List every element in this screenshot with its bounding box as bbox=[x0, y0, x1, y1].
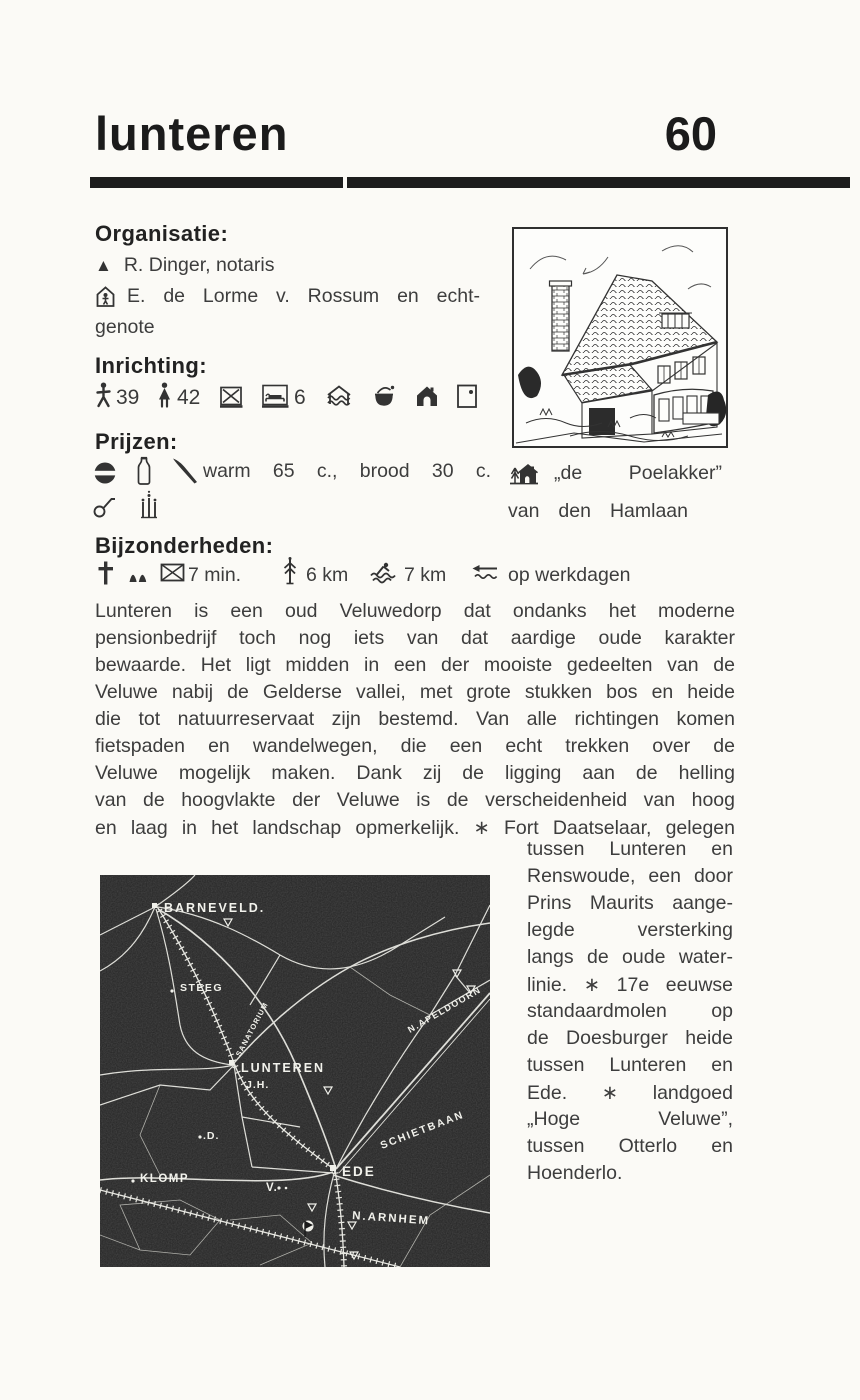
organisatie-line-3: genote bbox=[95, 316, 155, 338]
sidebar-line: „Hoge Veluwe”, bbox=[527, 1108, 733, 1130]
house-caption-street: van den Hamlaan bbox=[508, 500, 688, 522]
sidebar-line: tussen Otterlo en bbox=[527, 1135, 733, 1157]
map-label: .D. bbox=[203, 1130, 220, 1142]
area-map bbox=[100, 875, 490, 1267]
map-label: J.H. bbox=[246, 1079, 270, 1091]
sidebar-line: legde versterking bbox=[527, 919, 733, 941]
sidebar-line: Prins Maurits aange- bbox=[527, 892, 733, 914]
organisatie-text-1: R. Dinger, notaris bbox=[123, 254, 275, 276]
fir-tree-icon bbox=[281, 556, 299, 586]
organisatie-line-1 bbox=[95, 252, 274, 279]
house-illustration bbox=[512, 227, 728, 448]
map-label: N.ARNHEM bbox=[351, 1210, 431, 1228]
meal-plate-icon bbox=[92, 460, 118, 486]
page-number: 60 bbox=[664, 107, 717, 160]
sidebar-line: standaardmolen op bbox=[527, 1000, 733, 1022]
sidebar-line: Hoenderlo. bbox=[527, 1162, 623, 1184]
section-heading-prijzen: Prijzen: bbox=[95, 429, 178, 454]
organisatie-line-2 bbox=[95, 283, 480, 310]
map-label: SANATORIUM bbox=[233, 1000, 271, 1058]
capacity-girls bbox=[156, 382, 200, 408]
section-heading-inrichting: Inrichting: bbox=[95, 353, 207, 378]
boxed-x-icon bbox=[219, 386, 244, 408]
station-distance: 6 km bbox=[306, 564, 349, 586]
sidebar-line: tussen Lunteren en bbox=[527, 838, 733, 860]
paragraph-line: van de hoogvlakte der Veluwe is de verscheidenheid van hoog bbox=[95, 789, 735, 811]
paragraph-line: die tot natuurreservaat zijn bestemd. Van alle richtingen komen bbox=[95, 708, 735, 730]
bedrooms-count: 6 bbox=[294, 386, 306, 409]
sidebar-line: Ede. ∗ landgoed bbox=[527, 1082, 733, 1104]
hostel-house-icon bbox=[508, 460, 540, 486]
sidebar-line: Renswoude, een door bbox=[527, 865, 733, 887]
girl-figure-icon bbox=[156, 382, 173, 408]
house-caption-name: „de Poelakker” bbox=[554, 461, 722, 484]
map-label: STEEG bbox=[180, 982, 224, 994]
ferry-note: op werkdagen bbox=[508, 564, 631, 586]
house-person-icon bbox=[95, 285, 116, 308]
paragraph-line: Veluwe nabij de Gelderse vallei, met grote stukken bos en heide bbox=[95, 681, 735, 703]
paragraph-line: fietspaden en wandelwegen, die een echt trekken over de bbox=[95, 735, 735, 757]
organisatie-text-2: E. de Lorme v. Rossum en echt- bbox=[127, 285, 480, 307]
church-cross-icon bbox=[96, 560, 115, 586]
section-heading-organisatie: Organisatie: bbox=[95, 221, 229, 246]
paragraph-line: en laag in het landschap opmerkelijk. ∗ Fort Daatselaar, gelegen bbox=[95, 817, 735, 839]
paragraph-line: Lunteren is een oud Veluwedorp dat ondanks het moderne bbox=[95, 600, 735, 622]
map-label: V. bbox=[266, 1182, 278, 1194]
house-caption-line-1 bbox=[508, 460, 722, 486]
post-envelope-icon bbox=[160, 563, 185, 582]
map-label: KLOMP bbox=[140, 1173, 190, 1185]
post-distance: 7 min. bbox=[188, 564, 242, 586]
map-label: SCHIETBAAN bbox=[378, 1108, 467, 1152]
horn-icon bbox=[92, 495, 118, 519]
sidebar-line: tussen Lunteren en bbox=[527, 1054, 733, 1076]
map-label: N.APELDOORN bbox=[406, 984, 483, 1035]
inrichting-item-3 bbox=[219, 386, 244, 408]
twin-towers-icon bbox=[128, 567, 148, 583]
bottle-icon bbox=[137, 456, 151, 486]
cutlery-icon bbox=[138, 490, 160, 520]
inrichting-item-7 bbox=[415, 384, 439, 408]
map-label: EDE bbox=[342, 1164, 376, 1179]
capacity-boys bbox=[95, 382, 139, 408]
inrichting-item-5 bbox=[325, 384, 353, 408]
boys-count: 39 bbox=[116, 386, 140, 409]
sidebar-line: linie. ∗ 17e eeuwse bbox=[527, 974, 733, 996]
paragraph-line: Veluwe mogelijk maken. Dank zij de ligging aan de helling bbox=[95, 762, 735, 784]
map-label: BARNEVELD. bbox=[164, 901, 266, 915]
boy-figure-icon bbox=[95, 382, 112, 408]
girls-count: 42 bbox=[177, 386, 201, 409]
inrichting-item-6 bbox=[371, 383, 397, 408]
ferry-icon bbox=[470, 562, 500, 582]
bed-icon bbox=[261, 384, 290, 408]
header-rule bbox=[90, 177, 850, 188]
map-label: LUNTEREN bbox=[241, 1061, 326, 1075]
bedrooms bbox=[261, 384, 306, 408]
knife-icon bbox=[170, 456, 200, 486]
page-title: lunteren bbox=[95, 107, 289, 160]
paragraph-line: pensionbedrijf toch nog iets van dat aardige oude karakter bbox=[95, 627, 735, 649]
triangle-marker-icon: ▲ bbox=[95, 256, 112, 275]
swim-distance: 7 km bbox=[404, 564, 447, 586]
paragraph-line: bewaarde. Het ligt midden in een der mooiste gedeelten van de bbox=[95, 654, 735, 676]
prijzen-text: warm 65 c., brood 30 c. bbox=[203, 460, 491, 482]
section-heading-bijzonderheden: Bijzonderheden: bbox=[95, 533, 274, 558]
inrichting-item-8 bbox=[456, 384, 479, 409]
washtub-icon bbox=[371, 383, 397, 408]
house-waves-icon bbox=[325, 384, 353, 408]
shelter-icon bbox=[415, 384, 439, 408]
swimmer-icon bbox=[369, 560, 399, 584]
sidebar-line: langs de oude water- bbox=[527, 946, 733, 968]
door-icon bbox=[456, 384, 479, 409]
sidebar-line: de Doesburger heide bbox=[527, 1027, 733, 1049]
